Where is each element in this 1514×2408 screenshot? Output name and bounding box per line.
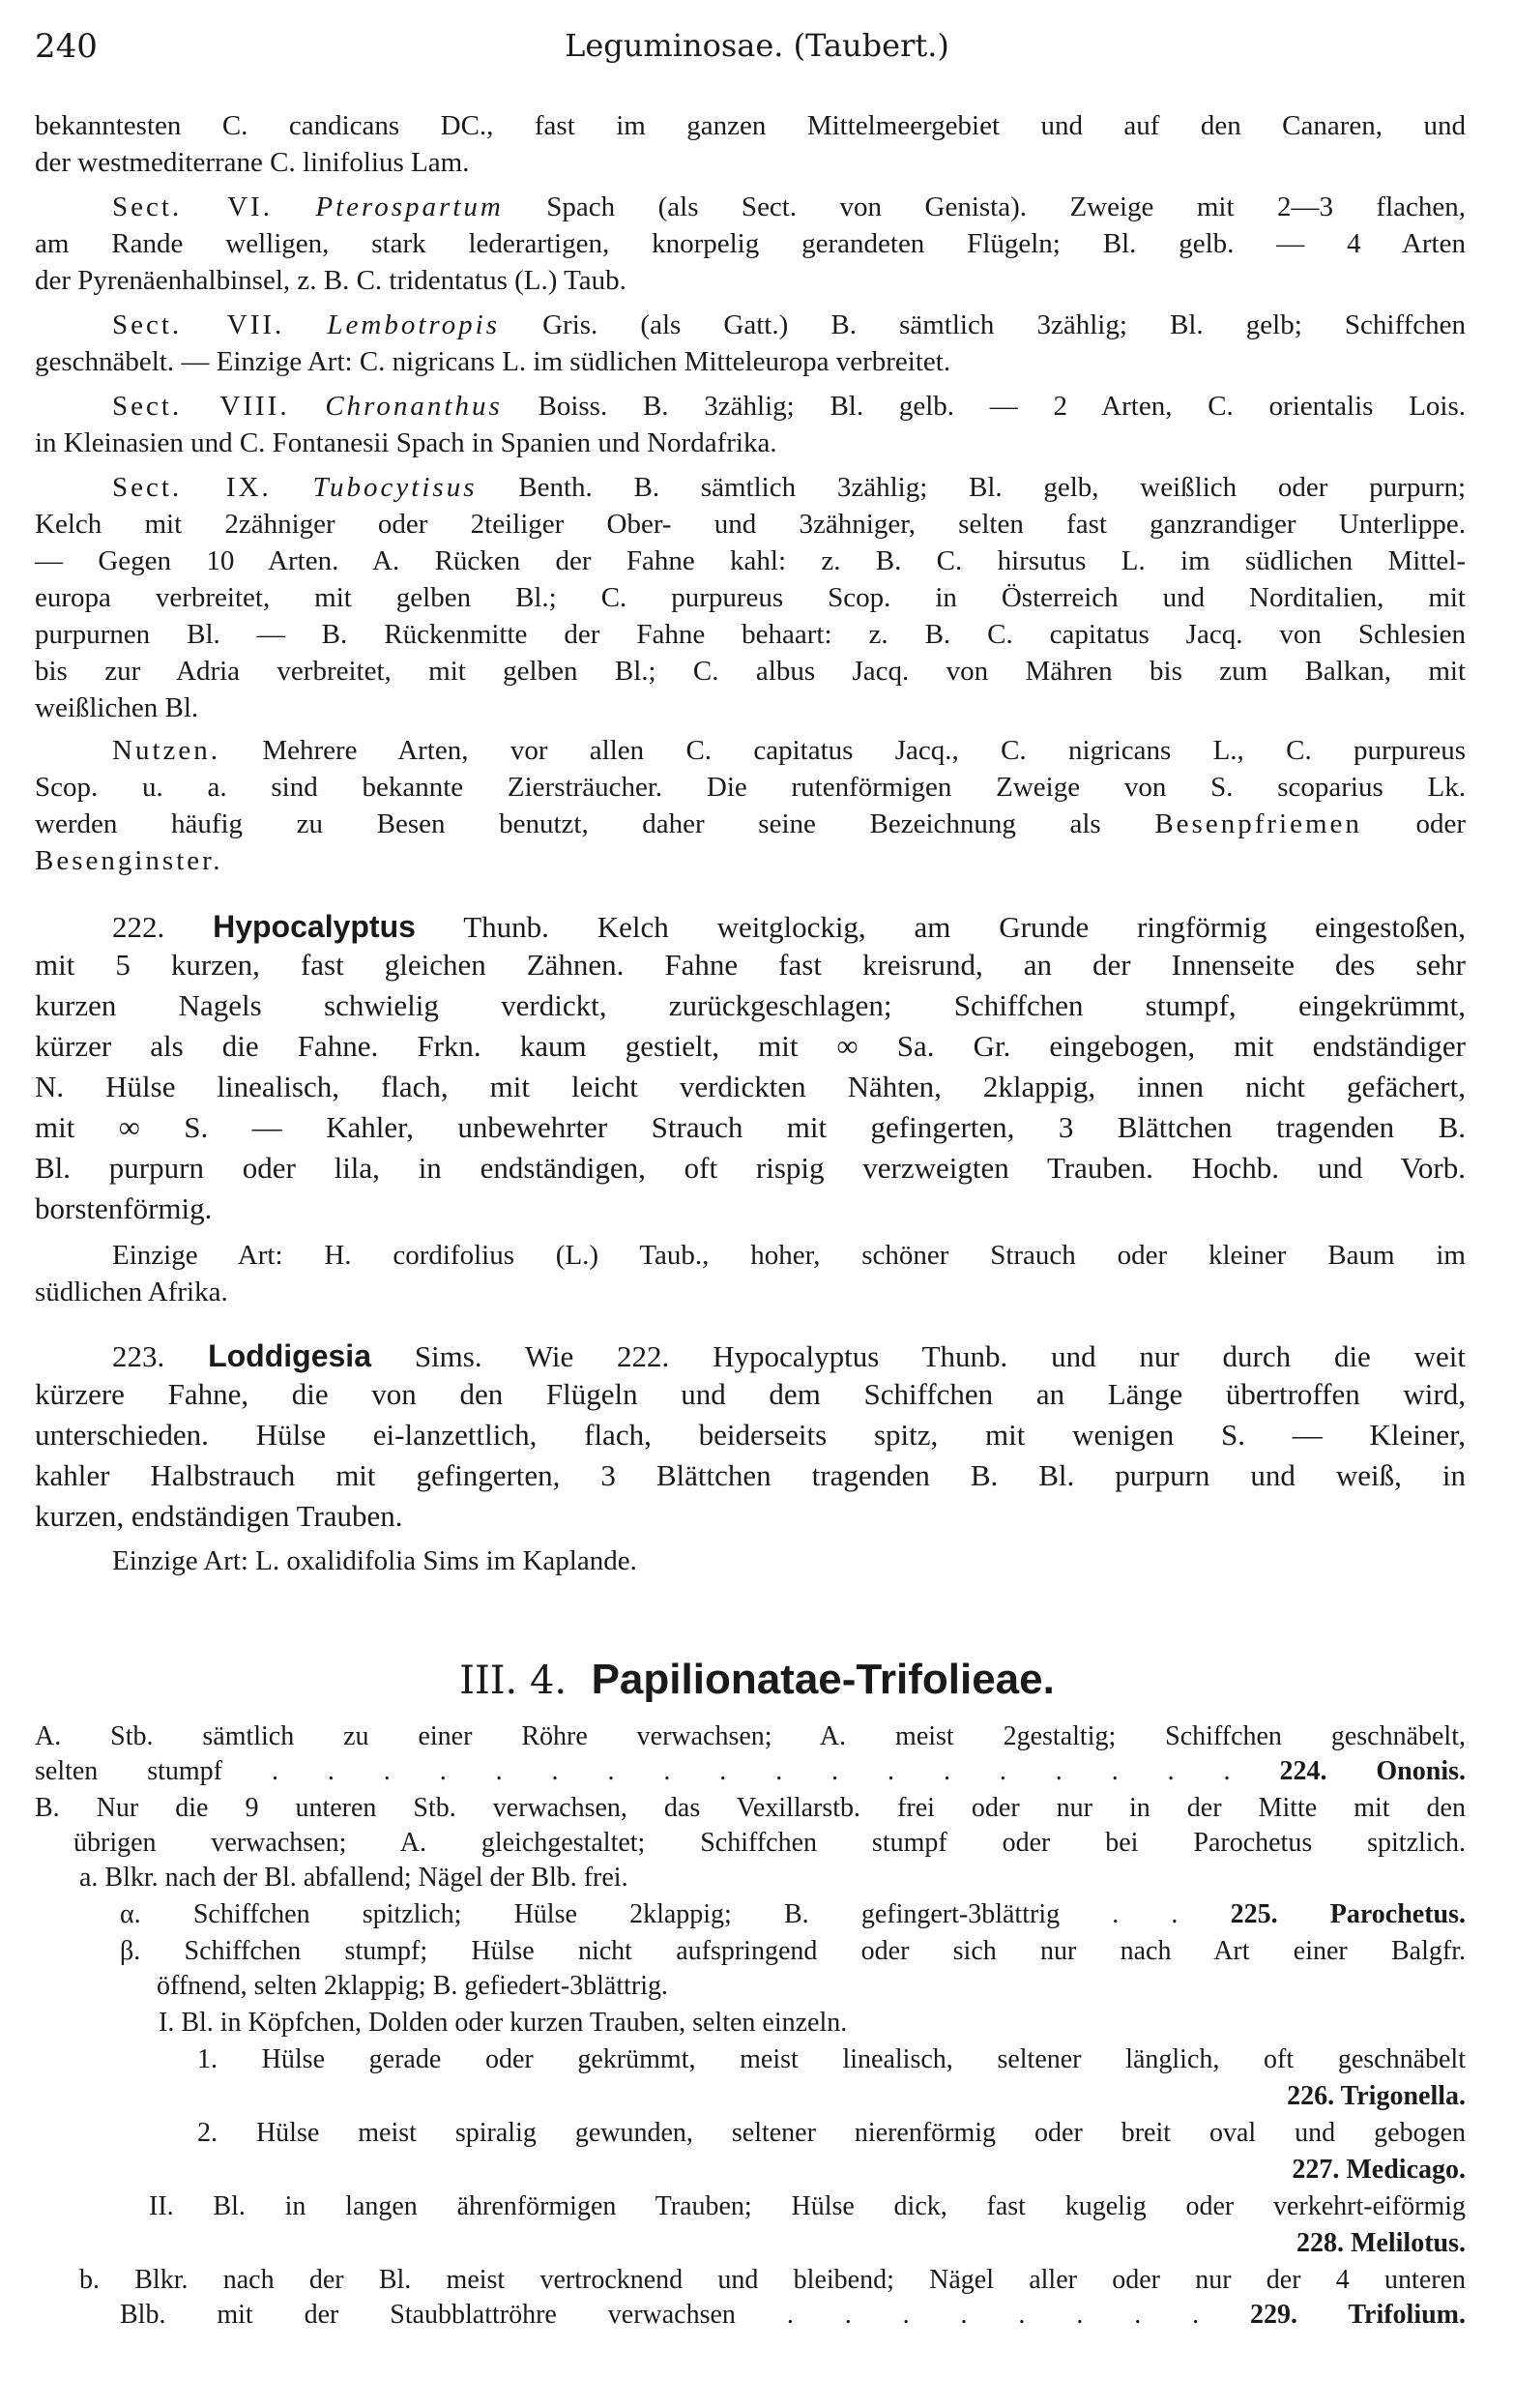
text-line: europa verbreitet, mit gelben Bl.; C. purpureus Scop. in Österreich und Norditalien, mit [35,582,1466,613]
key-line: α. Schiffchen spitzlich; Hülse 2klappig; B. gefingert-3blättrig . . 225. Parochetus. [120,1899,1467,1929]
text-line: weißlichen Bl. [35,692,199,723]
section-heading: Sect. VII. Lembotropis Gris. (als Gatt.) B. sämtlich 3zählig; Bl. gelb; Schiffchen [112,309,1466,340]
text-line: Scop. u. a. sind bekannte Ziersträucher. Die rutenförmigen Zweige von S. scoparius Lk. [35,772,1466,803]
key-line: öffnend, selten 2klappig; B. gefiedert-3blättrig. [157,1971,669,2001]
page-number: 240 [35,27,98,66]
text-line: geschnäbelt. — Einzige Art: C. nigricans L. im südlichen Mitteleuropa verbreitet. [35,346,951,377]
genus-heading: 222. Hypocalyptus Thunb. Kelch weitglockig, am Grunde ringförmig eingestoßen, [112,909,1466,944]
key-line: A. Stb. sämtlich zu einer Röhre verwachsen; A. meist 2gestaltig; Schiffchen geschnäbelt, [35,1721,1466,1751]
section-heading: Sect. VIII. Chronanthus Boiss. B. 3zählig; Bl. gelb. — 2 Arten, C. orientalis Lois. [112,391,1466,422]
key-line: 1. Hülse gerade oder gekrümmt, meist linealisch, seltener länglich, oft geschnäbelt [197,2044,1466,2074]
text-line: kürzere Fahne, die von den Flügeln und dem Schiffchen an Länge übertroffen wird, [35,1377,1466,1411]
text-line: bis zur Adria verbreitet, mit gelben Bl.; C. albus Jacq. von Mähren bis zum Balkan, mit [35,656,1466,687]
key-line: Blb. mit der Staubblattröhre verwachsen . . . . . . . . 229. Trifolium. [120,2300,1467,2330]
key-line: II. Bl. in langen ährenförmigen Trauben; Hülse dick, fast kugelig oder verkehrt-eiförmig [149,2191,1466,2221]
text-line: Einzige Art: L. oxalidifolia Sims im Kaplande. [112,1545,637,1576]
section-heading: Nutzen. Mehrere Arten, vor allen C. capitatus Jacq., C. nigricans L., C. purpureus [112,735,1466,766]
text-line: in Kleinasien und C. Fontanesii Spach in Spanien und Nordafrika. [35,427,777,458]
text-line: borstenförmig. [35,1191,213,1225]
text-line: kurzen, endständigen Trauben. [35,1499,403,1533]
section-heading: Sect. VI. Pterospartum Spach (als Sect. von Genista). Zweige mit 2—3 flachen, [112,191,1466,222]
text-line: — Gegen 10 Arten. A. Rücken der Fahne kahl: z. B. C. hirsutus L. im südlichen Mittel- [35,545,1466,576]
key-result: 228. Melilotus. [1296,2228,1466,2258]
genus-heading: 223. Loddigesia Sims. Wie 222. Hypocalyptus Thunb. und nur durch die weit [112,1338,1467,1373]
section-heading: Sect. IX. Tubocytisus Benth. B. sämtlich 3zählig; Bl. gelb, weißlich oder purpurn; [112,472,1467,503]
text-line: mit 5 kurzen, fast gleichen Zähnen. Fahne fast kreisrund, an der Innenseite des sehr [35,948,1466,982]
key-line: 2. Hülse meist spiralig gewunden, seltener nierenförmig oder breit oval und gebogen [197,2118,1466,2148]
text-line: mit ∞ S. — Kahler, unbewehrter Strauch mit gefingerten, 3 Blättchen tragenden B. [35,1110,1466,1144]
key-line: b. Blkr. nach der Bl. meist vertrocknend und bleibend; Nägel aller oder nur der 4 unteren [79,2265,1466,2295]
key-line: I. Bl. in Köpfchen, Dolden oder kurzen Trauben, selten einzeln. [159,2008,848,2038]
key-line: a. Blkr. nach der Bl. abfallend; Nägel der Blb. frei. [79,1863,628,1893]
text-line: südlichen Afrika. [35,1277,228,1307]
key-line: β. Schiffchen stumpf; Hülse nicht aufspringend oder sich nur nach Art einer Balgfr. [120,1936,1466,1966]
text-line: Kelch mit 2zähniger oder 2teiliger Ober- und 3zähniger, selten fast ganzrandiger Unterlippe. [35,509,1466,540]
running-title: Leguminosae. (Taubert.) [565,27,949,64]
text-line: kahler Halbstrauch mit gefingerten, 3 Blättchen tragenden B. Bl. purpurn und weiß, in [35,1458,1466,1492]
text-line: Besenginster. [35,845,223,876]
key-line: übrigen verwachsen; A. gleichgestaltet; Schiffchen stumpf oder bei Parochetus spitzlich. [73,1828,1466,1858]
text-line: purpurnen Bl. — B. Rückenmitte der Fahne behaart: z. B. C. capitatus Jacq. von Schlesien [35,619,1466,650]
key-line: selten stumpf . . . . . . . . . . . . . . . . . . 224. Ononis. [35,1756,1467,1786]
text-line: bekanntesten C. candicans DC., fast im ganzen Mittelmeergebiet und auf den Canaren, und [35,110,1466,141]
text-line: kürzer als die Fahne. Frkn. kaum gestielt, mit ∞ Sa. Gr. eingebogen, mit endständiger [35,1029,1466,1063]
text-line: der Pyrenäenhalbinsel, z. B. C. tridentatus (L.) Taub. [35,265,626,296]
text-line: N. Hülse linealisch, flach, mit leicht verdickten Nähten, 2klappig, innen nicht gefächert, [35,1070,1466,1103]
text-line: am Rande welligen, stark lederartigen, knorpelig gerandeten Flügeln; Bl. gelb. — 4 Arten [35,228,1466,259]
tribe-title: III. 4. Papilionatae-Trifolieae. [459,1656,1055,1703]
text-line: Bl. purpurn oder lila, in endständigen, oft rispig verzweigten Trauben. Hochb. und Vorb. [35,1151,1466,1185]
text-line: unterschieden. Hülse ei-lanzettlich, flach, beiderseits spitz, mit wenigen S. — Kleiner, [35,1418,1466,1452]
text-line: Einzige Art: H. cordifolius (L.) Taub., hoher, schöner Strauch oder kleiner Baum im [112,1240,1466,1271]
key-result: 226. Trigonella. [1287,2081,1466,2111]
text-line: werden häufig zu Besen benutzt, daher seine Bezeichnung als Besenpfriemen oder [35,808,1467,839]
text-line: kurzen Nagels schwielig verdickt, zurückgeschlagen; Schiffchen stumpf, eingekrümmt, [35,988,1466,1022]
key-line: B. Nur die 9 unteren Stb. verwachsen, das Vexillarstb. frei oder nur in der Mitte mit den [35,1793,1466,1823]
key-result: 227. Medicago. [1292,2155,1466,2185]
text-line: der westmediterrane C. linifolius Lam. [35,147,470,178]
